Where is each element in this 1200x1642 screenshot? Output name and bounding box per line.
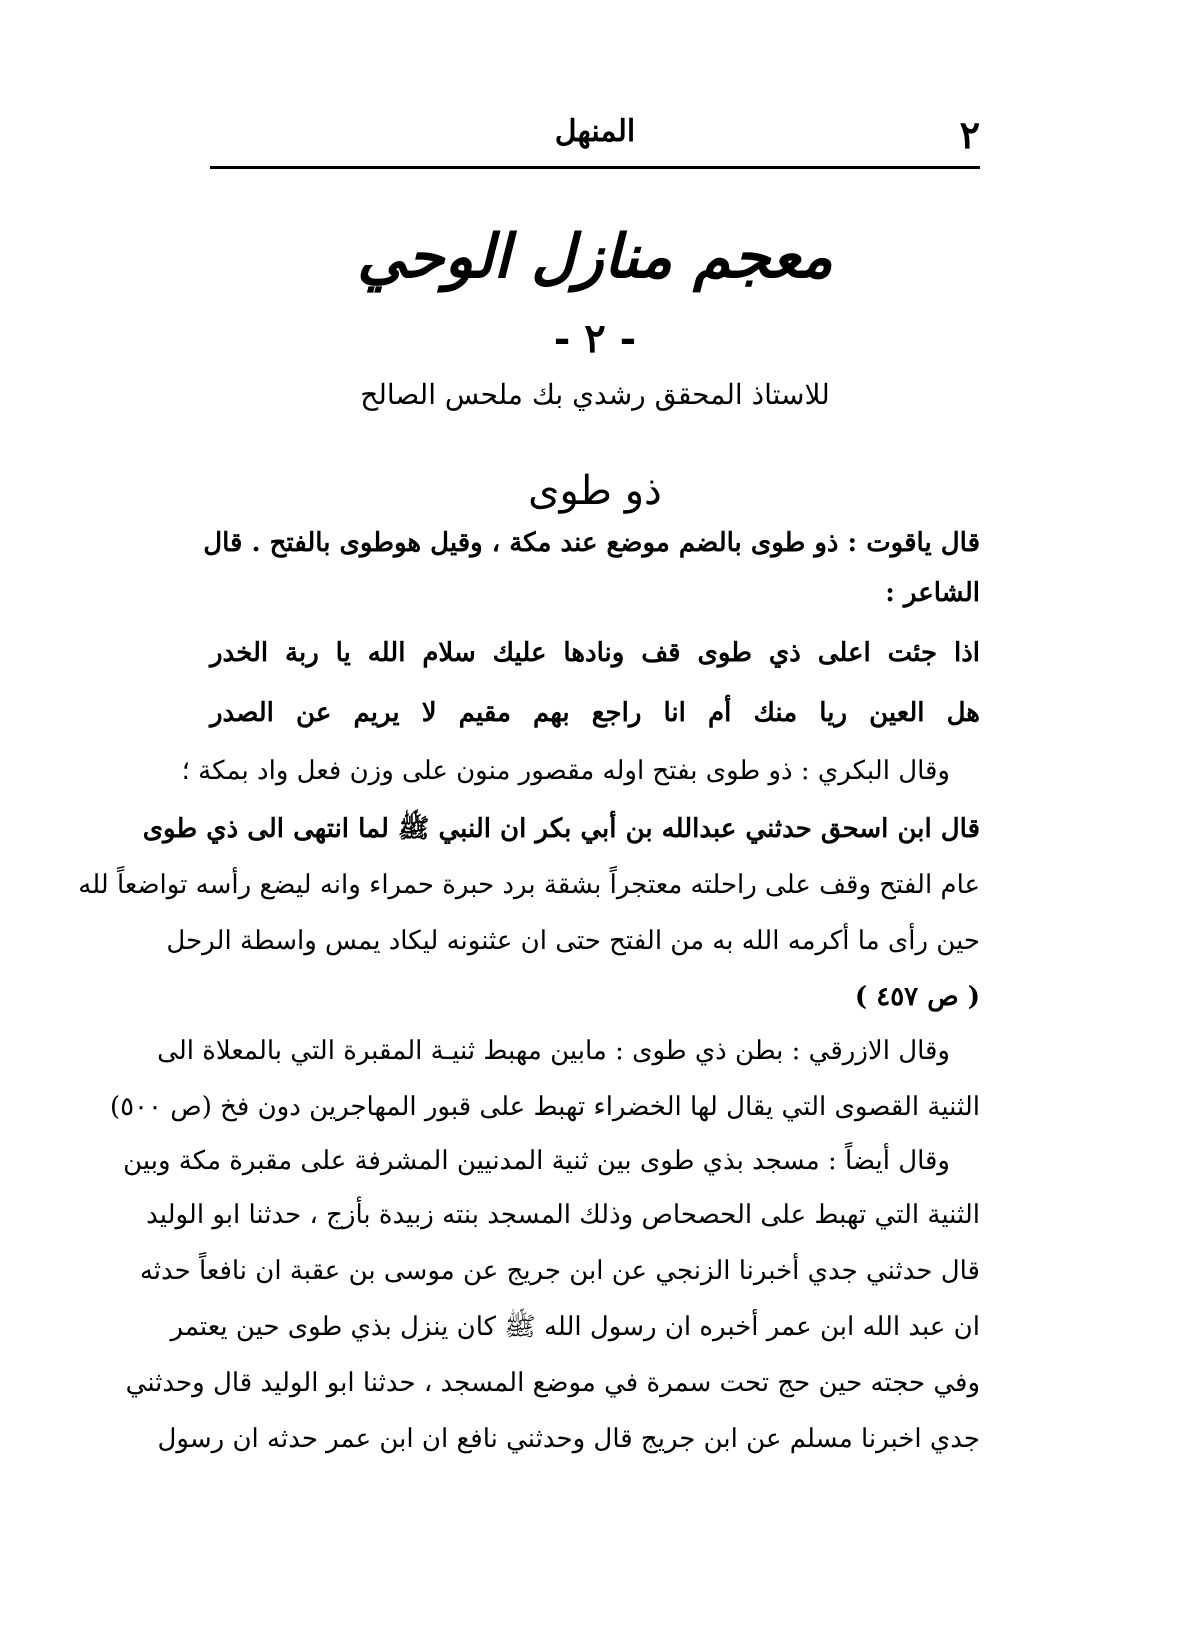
text-line: الثنية القصوى التي يقال لها الخضراء تهبط على قبور المهاجرين دون فخ (ص ٥٠٠) bbox=[109, 1092, 980, 1122]
text-line: قال ياقوت : ذو طوى بالضم موضع عند مكة ، وقيل هوطوى بالفتح . قال bbox=[203, 528, 980, 558]
part-number: - ٢ - bbox=[553, 315, 637, 362]
text-line: حين رأى ما أكرمه الله به من الفتح حتى ان عثنونه ليكاد يمس واسطة الرحل bbox=[166, 926, 980, 956]
page-number: ٢ bbox=[959, 112, 980, 157]
text-line: الشاعر : bbox=[885, 578, 980, 608]
poem-verse: اذا جئت اعلى ذي طوى قف ونادها عليك سلام الله يا ربة الخدر bbox=[210, 638, 980, 668]
text-line: قال حدثني جدي أخبرنا الزنجي عن ابن جريج عن موسى بن عقبة ان نافعاً حدثه bbox=[139, 1256, 980, 1286]
text-line: وفي حجته حين حج تحت سمرة في موضع المسجد ، حدثنا ابو الوليد قال وحدثني bbox=[125, 1368, 980, 1398]
page-reference: ( ص ٤٥٧ ) bbox=[854, 982, 980, 1012]
text-line: الثنية التي تهبط على الحصحاص وذلك المسجد بنته زبيدة بأزج ، حدثنا ابو الوليد bbox=[146, 1200, 980, 1230]
section-heading: ذو طوى bbox=[528, 468, 662, 514]
text-line: ان عبد الله ابن عمر أخبره ان رسول الله ﷺ كان ينزل بذي طوى حين يعتمر bbox=[170, 1312, 980, 1342]
poem-verse: هل العين ريا منك أم انا راجع بهم مقيم لا يريم عن الصدر bbox=[210, 698, 980, 728]
header-rule bbox=[210, 166, 980, 169]
article-title: معجم منازل الوحي bbox=[357, 222, 833, 292]
text-line: جدي اخبرنا مسلم عن ابن جريج قال وحدثني نافع ان ابن عمر حدثه ان رسول bbox=[157, 1424, 980, 1454]
text-line: وقال البكري : ذو طوى بفتح اوله مقصور منون على وزن فعل واد بمكة ؛ bbox=[181, 756, 950, 786]
text-line: عام الفتح وقف على راحلته معتجراً بشقة برد حبرة حمراء وانه ليضع رأسه تواضعاً لله bbox=[78, 870, 980, 900]
text-line: وقال الازرقي : بطن ذي طوى : مابين مهبط ثنيـة المقبرة التي بالمعلاة الى bbox=[157, 1036, 950, 1066]
text-line: قال ابن اسحق حدثني عبدالله بن أبي بكر ان النبي ﷺ لما انتهى الى ذي طوى bbox=[142, 814, 980, 844]
running-header bbox=[210, 112, 980, 162]
author-line: للاستاذ المحقق رشدي بك ملحس الصالح bbox=[360, 378, 830, 411]
journal-name: المنهل bbox=[554, 114, 636, 149]
text-line: وقال أيضاً : مسجد بذي طوى بين ثنية المدنيين المشرفة على مقبرة مكة وبين bbox=[123, 1146, 950, 1176]
